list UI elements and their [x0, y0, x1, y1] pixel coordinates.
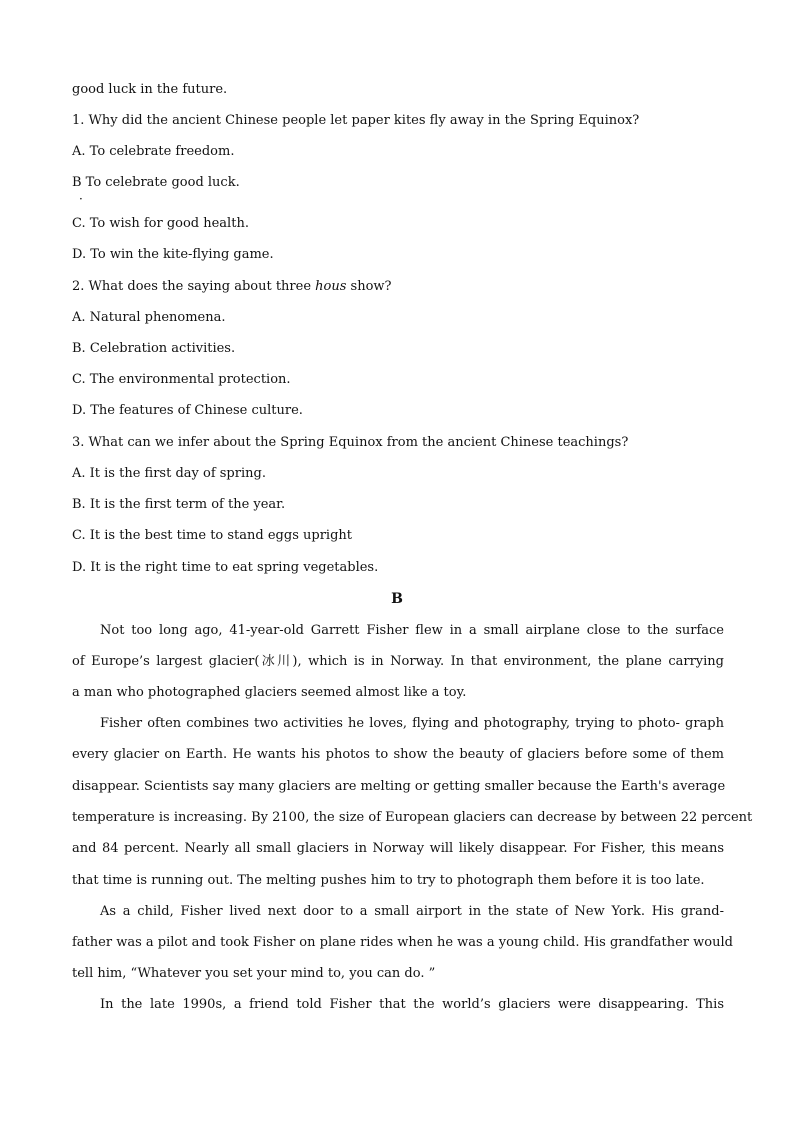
passage-b-p1-line: Not too long ago, 41-year-old Garrett Fisher flew in a small airplane close to the surface	[100, 623, 724, 638]
passage-b-p2-line: and 84 percent. Nearly all small glaciers in Norway will likely disappear. For Fisher, this means	[72, 841, 724, 856]
question-3-option-a: A. It is the first day of spring.	[72, 466, 266, 481]
passage-b-title: B	[391, 591, 403, 607]
question-3-option-b: B. It is the first term of the year.	[72, 497, 286, 512]
question-1-option-c: C. To wish for good health.	[72, 216, 249, 231]
passage-b-p2-line: every glacier on Earth. He wants his photos to show the beauty of glaciers before some of them	[72, 747, 724, 762]
intro-tail-text: good luck in the future.	[72, 82, 228, 97]
passage-b-p2-line: Fisher often combines two activities he loves, flying and photography, trying to photo- graph	[100, 716, 724, 731]
question-2-stem-post: show?	[346, 279, 392, 294]
question-1-option-a: A. To celebrate freedom.	[72, 144, 235, 159]
passage-b-p2-line: disappear. Scientists say many glaciers are melting or getting smaller because the Earth's average	[72, 779, 726, 794]
option-b-dot-mark: ·	[79, 192, 83, 206]
passage-b-p1-line: of Europe’s largest glacier(冰川), which is in Norway. In that environment, the plane carrying	[72, 654, 724, 669]
question-2-option-d: D. The features of Chinese culture.	[72, 403, 303, 418]
passage-b-p3-line: As a child, Fisher lived next door to a small airport in the state of New York. His grand-	[100, 904, 724, 919]
question-3-stem: 3. What can we infer about the Spring Equinox from the ancient Chinese teachings?	[72, 435, 629, 450]
passage-b-p2-line: that time is running out. The melting pushes him to try to photograph them before it is too late.	[72, 873, 705, 888]
question-2-option-a: A. Natural phenomena.	[72, 310, 226, 325]
passage-b-p1-line: a man who photographed glaciers seemed almost like a toy.	[72, 685, 467, 700]
question-2-stem-italic: hous	[315, 279, 347, 294]
question-2-stem-pre: 2. What does the saying about three	[72, 279, 316, 294]
question-2-stem	[72, 279, 724, 295]
question-1-stem: 1. Why did the ancient Chinese people let paper kites fly away in the Spring Equinox?	[72, 113, 640, 128]
passage-b-p3-line: tell him, “Whatever you set your mind to, you can do. ”	[72, 966, 436, 981]
passage-b-p2-line: temperature is increasing. By 2100, the size of European glaciers can decrease by between 22 percent	[72, 810, 753, 825]
passage-b-p3-line: father was a pilot and took Fisher on plane rides when he was a young child. His grandfather would	[72, 935, 733, 950]
question-2-option-b: B. Celebration activities.	[72, 341, 236, 356]
question-3-option-c: C. It is the best time to stand eggs upright	[72, 528, 352, 543]
passage-b-p4-line: In the late 1990s, a friend told Fisher that the world’s glaciers were disappearing. This	[100, 997, 724, 1012]
question-1-option-d: D. To win the kite-flying game.	[72, 247, 274, 262]
question-2-option-c: C. The environmental protection.	[72, 372, 291, 387]
question-3-option-d: D. It is the right time to eat spring vegetables.	[72, 560, 379, 575]
question-1-option-b: B To celebrate good luck.	[72, 175, 240, 190]
